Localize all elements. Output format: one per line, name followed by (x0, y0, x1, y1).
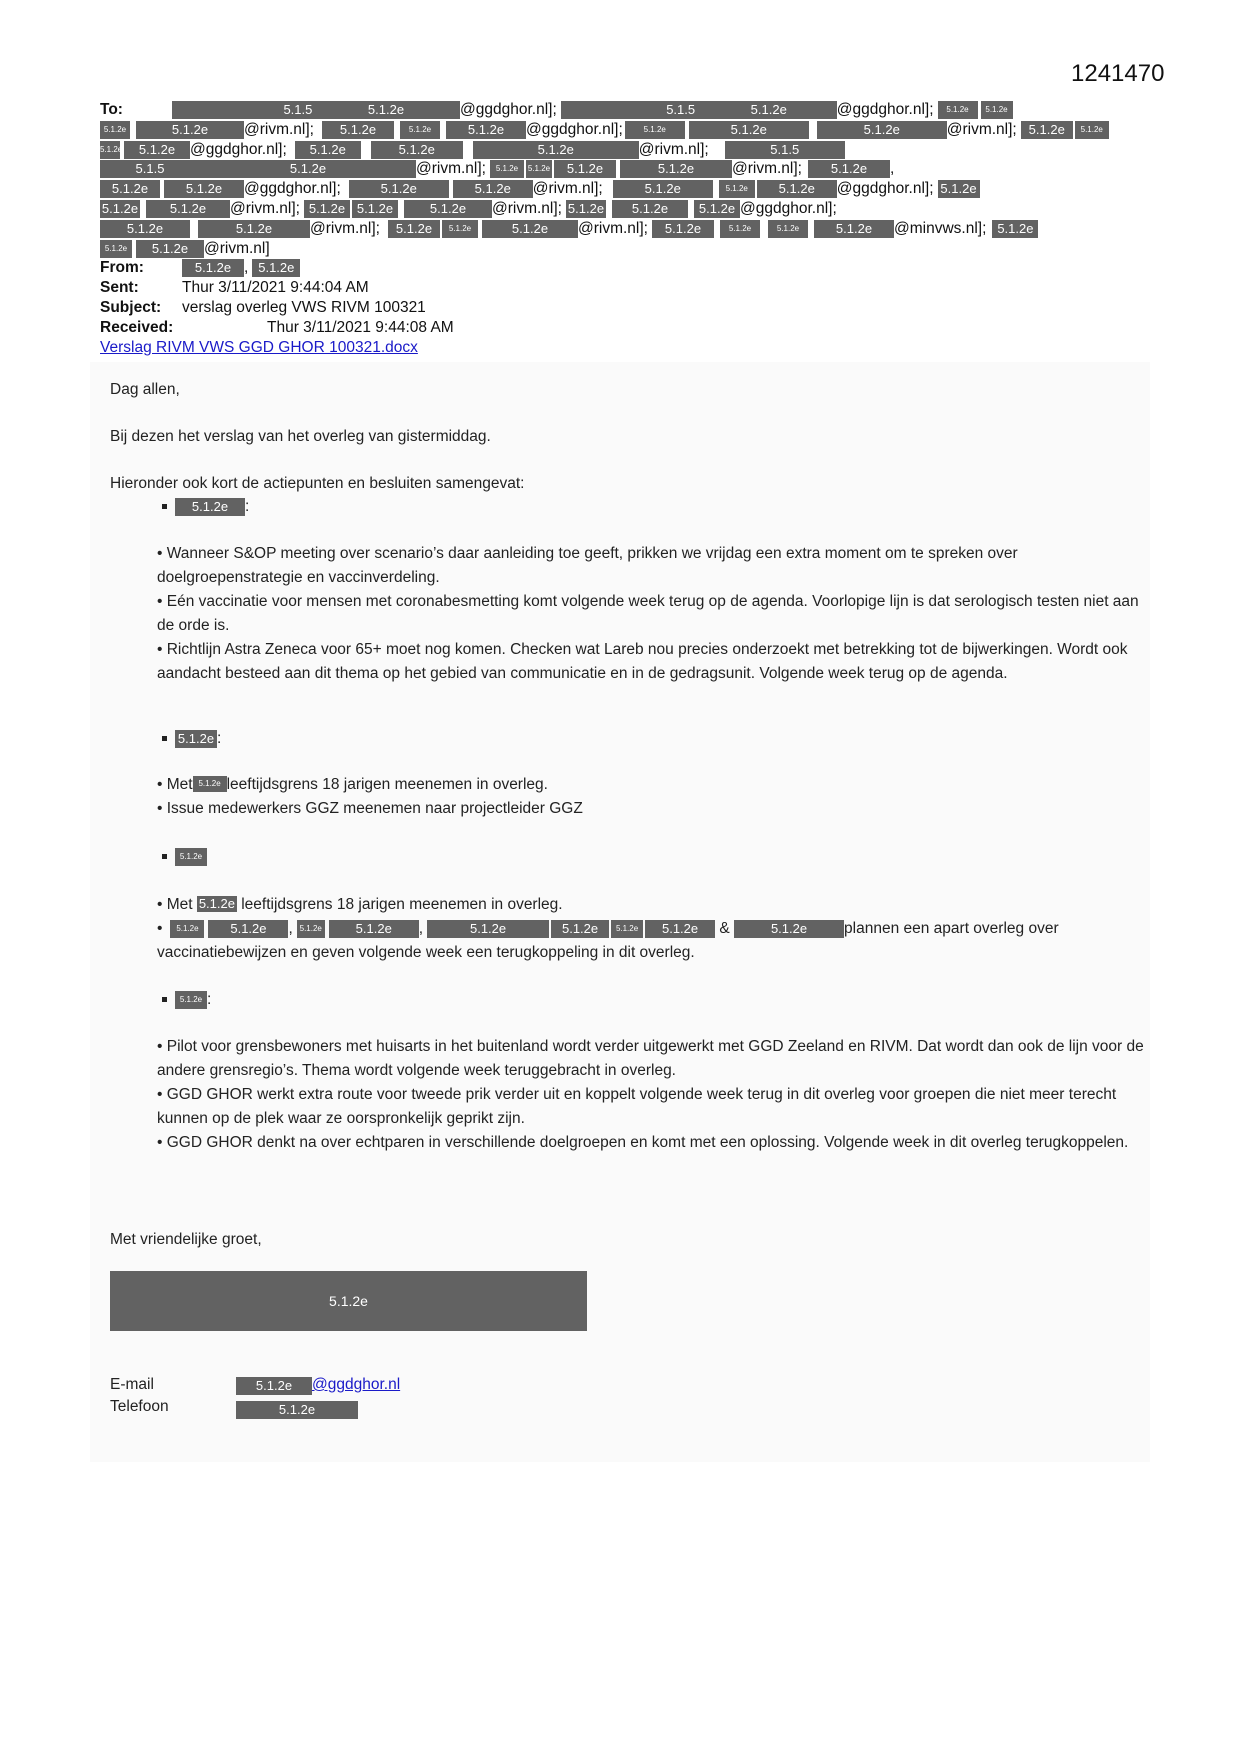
redaction: 5.1.2e (620, 160, 732, 178)
email-row (236, 1376, 400, 1395)
redaction: 5.1.2e (757, 180, 837, 198)
redaction: 5.1.2e (938, 101, 978, 119)
redaction: 5.1.2e (400, 121, 440, 139)
sender-redaction: 5.1.2e (252, 259, 300, 277)
list-item: • GGD GHOR werkt extra route voor tweede prik verder uit en koppelt volgende week terug in dit overleg voor groepen die niet meer terecht kunnen op de plek waar ze oorspronkelijk geprikt zijn. (157, 1086, 1117, 1127)
email-domain: @ggdghor.nl]; (526, 120, 623, 138)
list-item: • Richtlijn Astra Zeneca voor 65+ moet nog komen. Checken wat Lareb nou precies onderzoekt met betrekking tot de bijwerkingen. Wordt ook aandacht besteed aan dit thema op het gebied van communicatie en in de gedragsunit. Volgende week terug op de agenda. (157, 641, 1128, 682)
closing: Met vriendelijke groet, (110, 1231, 262, 1248)
redaction: 5.1.2e (442, 220, 478, 238)
email-domain: @ggdghor.nl]; (836, 180, 934, 198)
section-heading (110, 845, 1182, 869)
redaction: 5.1.2e (349, 180, 449, 198)
bullet-square (162, 736, 167, 741)
redaction: 5.1.2e (124, 141, 190, 159)
sent-line (100, 278, 1120, 298)
redaction: 5.1.2e (551, 920, 609, 938)
redaction: 5.1.2e (100, 121, 130, 139)
greeting: Dag allen, (110, 381, 180, 398)
section-heading (110, 988, 1182, 1012)
redaction: 5.1.2e (136, 240, 204, 258)
email-domain: @rivm.nl]; (578, 219, 648, 237)
section-items (110, 1035, 1144, 1155)
list-item: • Issue medewerkers GGZ meenemen naar projectleider GGZ (157, 800, 583, 817)
email-domain: @ggdghor.nl]; (460, 101, 557, 118)
redaction: 5.1.2e (734, 920, 844, 938)
sent-value: Thur 3/11/2021 9:44:04 AM (182, 279, 369, 297)
redaction: 5.1.2e (236, 1377, 312, 1395)
email-domain: @rivm.nl]; (416, 160, 486, 178)
attachment-link[interactable]: Verslag RIVM VWS GGD GHOR 100321.docx (100, 338, 418, 356)
section-items (110, 542, 1139, 686)
section-items (110, 893, 1130, 965)
redaction: 5.1.2e (981, 101, 1013, 119)
received-value: Thur 3/11/2021 9:44:08 AM (267, 318, 454, 336)
received-line (100, 318, 1120, 338)
to-line (100, 199, 1120, 219)
redaction: 5.1.2e (1075, 121, 1109, 139)
separator: , (890, 160, 895, 178)
section-heading (110, 727, 1182, 751)
redaction: 5.1.2e (567, 200, 605, 216)
email-domain: @rivm.nl]; (946, 120, 1017, 138)
email-domain: @rivm.nl]; (732, 160, 802, 178)
from-label: From: (100, 259, 144, 277)
redaction: 5.1.2e (473, 141, 639, 159)
redaction: 5.1.2e (720, 220, 760, 238)
redaction: 5.1.2e (295, 141, 361, 159)
redaction: 5.1.2e (526, 160, 552, 178)
intro-text: Bij dezen het verslag van het overleg van gistermiddag. (110, 428, 491, 445)
list-item: • Met 5.1.2e leeftijdsgrens 18 jarigen meenemen in overleg. (157, 776, 548, 793)
received-label: Received: (100, 318, 174, 336)
redaction: 5.1.2e (689, 121, 809, 139)
redaction: 5.1.2e (768, 220, 808, 238)
phone-row (236, 1400, 358, 1419)
redaction: 5.1.2e (198, 220, 310, 238)
document-number: 1241470 (1071, 60, 1165, 87)
redaction: 5.1.2e (100, 220, 190, 238)
redaction: 5.1.2e (297, 920, 325, 938)
list-item: • Eén vaccinatie voor mensen met coronabesmetting komt volgende week terug op de agenda. Voorlopige lijn is dat serologisch testen niet aan de orde is. (157, 593, 1139, 634)
redaction: 5.1.2e (101, 200, 139, 216)
email-domain: @rivm.nl]; (310, 219, 380, 237)
redaction: 5.1.2e (100, 240, 132, 258)
redaction: 5.1.2e (322, 121, 394, 139)
redaction: 5.1.2e (198, 896, 235, 911)
redaction: 5.1.5 (725, 141, 845, 159)
list-item: • Met 5.1.2e leeftijdsgrens 18 jarigen meenemen in overleg. (157, 896, 563, 913)
redaction: 5.1.2e (427, 920, 549, 938)
list-item-continuation: vaccinatiebewijzen en geven volgende week een terugkoppeling in dit overleg. (157, 944, 695, 961)
redaction: 5.1.5 5.1.2e (561, 101, 837, 119)
redaction: 5.1.2e (170, 920, 204, 938)
redaction: 5.1.2e (645, 920, 715, 938)
redaction: 5.1.2e (938, 180, 980, 198)
email-domain: @rivm.nl]; (532, 180, 603, 198)
colon: : (245, 498, 250, 515)
email-link[interactable]: @ggdghor.nl (312, 1376, 401, 1393)
redaction: 5.1.2e (652, 220, 714, 238)
redaction: 5.1.2e (146, 200, 230, 218)
redaction: 5.1.2e (1021, 121, 1073, 139)
redaction: 5.1.2e (175, 848, 207, 866)
redaction: 5.1.2e (490, 160, 524, 178)
from-line (100, 258, 1120, 278)
list-item: • Wanneer S&OP meeting over scenario’s daar aanleiding toe geeft, prikken we vrijdag een extra moment om te spreken over doelgroepenstrategie en vaccinverdeling. (157, 545, 1018, 586)
to-label: To: (100, 101, 123, 118)
email-domain: @rivm.nl] (204, 239, 270, 257)
to-line (100, 140, 1120, 160)
redaction: 5.1.2e (612, 200, 688, 218)
sent-label: Sent: (100, 279, 139, 297)
redaction: 5.1.2e (611, 920, 643, 938)
redaction: 5.1.2e (446, 121, 526, 139)
signature-redaction: 5.1.2e (110, 1271, 587, 1331)
bullet-square (162, 854, 167, 859)
redaction: 5.1.2e (304, 200, 350, 218)
redaction: 5.1.2e (136, 121, 244, 139)
redaction: 5.1.2e (352, 200, 398, 218)
email-domain: @ggdghor.nl]; (244, 180, 341, 198)
redaction: 5.1.2e (613, 180, 713, 198)
redaction: 5.1.5 (100, 160, 200, 178)
summary-intro: Hieronder ook kort de actiepunten en besluiten samengevat: (110, 475, 525, 492)
redaction: 5.1.2e (554, 160, 616, 178)
redaction: 5.1.2e (175, 991, 207, 1009)
redaction: 5.1.2e (404, 200, 492, 218)
redaction: 5.1.2e (193, 776, 227, 792)
redaction: 5.1.2e (371, 141, 463, 159)
email-domain: @minvws.nl]; (894, 219, 987, 237)
redaction: 5.1.2e (719, 180, 755, 198)
bullet-square (162, 504, 167, 509)
list-item: • Pilot voor grensbewoners met huisarts in het buitenland wordt verder uitgewerkt met GGD Zeeland en RIVM. Dat wordt dan ook de lijn voor de andere grensregio’s. Thema wordt volgende week teruggebracht in overleg. (157, 1038, 1144, 1079)
subject-value: verslag overleg VWS RIVM 100321 (182, 298, 426, 316)
colon: : (217, 730, 222, 747)
subject-label: Subject: (100, 298, 162, 316)
redaction: 5.1.5 5.1.2e (172, 101, 460, 119)
to-line (100, 159, 1120, 179)
redaction: 5.1.2e (453, 180, 533, 198)
phone-label: Telefoon (110, 1398, 169, 1415)
redaction: 5.1.2e (329, 920, 419, 938)
to-line (100, 100, 1120, 120)
redaction: 5.1.2e (817, 121, 947, 139)
redaction: 5.1.2e (175, 730, 217, 748)
to-line (100, 219, 1120, 239)
redaction: 5.1.2e (992, 220, 1038, 238)
email-domain: @rivm.nl]; (244, 120, 314, 138)
to-line (100, 179, 1120, 199)
separator: , (244, 259, 249, 277)
email-domain: @rivm.nl]; (492, 199, 562, 217)
redaction: 5.1.2e (625, 121, 685, 139)
email-domain: @ggdghor.nl]; (836, 101, 934, 118)
redaction: 5.1.2e (236, 1401, 358, 1419)
sender-redaction: 5.1.2e (182, 259, 244, 277)
email-domain: @ggdghor.nl]; (740, 199, 837, 217)
to-line (100, 239, 1120, 259)
list-item: • 5.1.2e 5.1.2e , 5.1.2e 5.1.2e , 5.1.2e 5.1.2e 5.1.2e 5.1.2e & 5.1.2e plannen een apart overleg over (157, 920, 1059, 937)
redaction: 5.1.2e (175, 498, 245, 516)
to-line (100, 120, 1120, 140)
redaction: 5.1.2e (164, 180, 244, 198)
email-header (100, 100, 1120, 357)
redaction: 5.1.2e (208, 920, 288, 938)
email-domain: @rivm.nl]; (230, 199, 300, 217)
subject-line (100, 298, 1120, 318)
redaction: 5.1.2e (814, 220, 894, 238)
redaction: 5.1.2e (200, 160, 416, 178)
colon: : (207, 991, 212, 1008)
section-items (110, 773, 1130, 821)
email-domain: @ggdghor.nl]; (190, 140, 287, 158)
list-item: • GGD GHOR denkt na over echtparen in verschillende doelgroepen en komt met een oplossing. Volgende week in dit overleg terugkoppelen. (157, 1134, 1129, 1151)
attachment-line (100, 338, 1120, 358)
redaction: 5.1.2e (808, 160, 890, 178)
redaction: 5.1.2e (100, 180, 160, 198)
redaction: 5.1.2e (388, 220, 440, 238)
email-label: E-mail (110, 1376, 154, 1393)
redaction: 5.1.2e (100, 141, 120, 159)
bullet-square (162, 997, 167, 1002)
redaction: 5.1.2e (482, 220, 578, 238)
redaction: 5.1.2e (694, 200, 740, 218)
section-heading (110, 495, 1182, 519)
email-domain: @rivm.nl]; (638, 140, 709, 158)
